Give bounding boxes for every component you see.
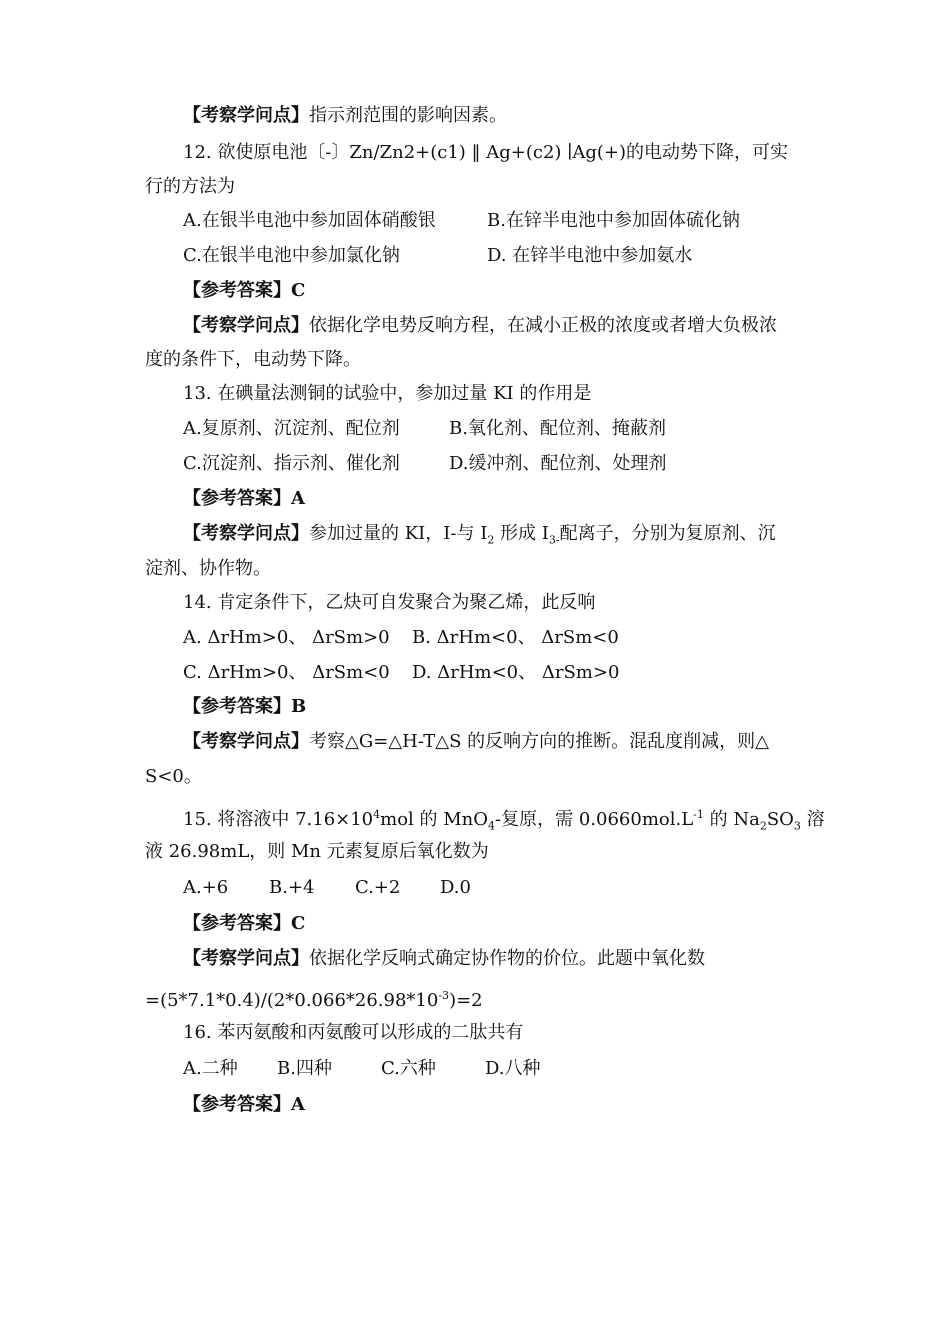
knowledge-12-cont: 度的条件下，电动势下降。: [145, 349, 361, 370]
option-15-c: C.+2: [355, 877, 401, 898]
answer-13: [183, 486, 305, 512]
question-14-text: 14. 肯定条件下，乙炔可自发聚合为聚乙烯，此反响: [183, 592, 596, 613]
superscript: -1: [693, 808, 704, 821]
option-16-d: D.八种: [485, 1058, 541, 1079]
answer-tag: 【参考答案】: [183, 280, 291, 301]
knowledge-15: [183, 946, 705, 972]
option-14-a: A. ΔrHm>0、 ΔrSm>0: [183, 627, 390, 648]
option-13-a: A.复原剂、沉淀剂、配位剂: [183, 418, 400, 439]
answer-value: C: [291, 280, 306, 301]
knowledge-text: 考察△G=△H-T△S 的反响方向的推断。混乱度削减，则△: [309, 731, 770, 752]
option-14-d: D. ΔrHm<0、 ΔrSm>0: [412, 662, 620, 683]
knowledge-13-cont: 淀剂、协作物。: [145, 558, 271, 579]
knowledge-14-cont: S<0。: [145, 766, 202, 787]
option-15-b: B.+4: [269, 877, 315, 898]
knowledge-tag: 【考察学问点】: [183, 523, 309, 544]
option-14-c: C. ΔrHm>0、 ΔrSm<0: [183, 662, 390, 683]
subscript: 2: [759, 819, 767, 833]
subscript: 3: [793, 819, 801, 833]
option-16-b: B.四种: [277, 1058, 332, 1079]
answer-tag: 【参考答案】: [183, 696, 291, 717]
subscript: 4: [488, 819, 496, 833]
option-16-c: C.六种: [381, 1058, 436, 1079]
option-12-d: D. 在锌半电池中参加氨水: [487, 245, 693, 266]
text-run: )=2: [449, 990, 483, 1011]
knowledge-text: 依据化学反响式确定协作物的价位。此题中氧化数: [309, 948, 705, 969]
text-run: 15. 将溶液中 7.16×10: [183, 809, 374, 830]
text-run: 溶: [800, 809, 825, 830]
text-run: mol 的 MnO: [380, 809, 489, 830]
text-run: =(5*7.1*0.4)/(2*0.066*26.98*10: [145, 990, 439, 1011]
knowledge-tag: 【考察学问点】: [183, 105, 309, 126]
answer-tag: 【参考答案】: [183, 488, 291, 509]
option-16-a: A.二种: [183, 1058, 238, 1079]
knowledge-text: 参加过量的 KI，I-与 I: [309, 523, 488, 544]
text-run: SO: [766, 809, 794, 830]
knowledge-tag: 【考察学问点】: [183, 948, 309, 969]
option-13-d: D.缓冲剂、配位剂、处理剂: [449, 453, 667, 474]
option-13-b: B.氧化剂、配位剂、掩蔽剂: [449, 418, 666, 439]
knowledge-tag: 【考察学问点】: [183, 731, 309, 752]
question-12-text-cont: 行的方法为: [145, 176, 235, 197]
option-12-b: B.在锌半电池中参加固体硫化钠: [487, 210, 740, 231]
superscript: 4: [373, 808, 381, 821]
superscript: -3: [438, 989, 450, 1002]
answer-value: A: [291, 1094, 305, 1115]
answer-12: [183, 278, 305, 304]
knowledge-13: [183, 521, 776, 554]
option-12-a: A.在银半电池中参加固体硝酸银: [183, 210, 436, 231]
answer-15: [183, 911, 305, 937]
knowledge-text: 配离子，分别为复原剂、沉: [559, 523, 776, 544]
question-16-text: 16. 苯丙氨酸和丙氨酸可以形成的二肽共有: [183, 1022, 524, 1043]
option-15-a: A.+6: [183, 877, 229, 898]
answer-14: [183, 694, 306, 720]
option-14-b: B. ΔrHm<0、 ΔrSm<0: [412, 627, 619, 648]
question-13-text: 13. 在碘量法测铜的试验中，参加过量 KI 的作用是: [183, 383, 592, 404]
knowledge-tag: 【考察学问点】: [183, 315, 309, 336]
knowledge-text: 形成 I: [494, 523, 549, 544]
question-15-text: [183, 802, 825, 840]
answer-value: C: [291, 913, 306, 934]
knowledge-point-line: [183, 103, 507, 129]
knowledge-15-cont: [145, 983, 483, 1014]
option-13-c: C.沉淀剂、指示剂、催化剂: [183, 453, 400, 474]
answer-value: B: [291, 696, 307, 717]
answer-16: [183, 1092, 305, 1118]
option-15-d: D.0: [440, 877, 471, 898]
knowledge-text: 依据化学电势反响方程，在减小正极的浓度或者增大负极浓: [309, 315, 777, 336]
knowledge-text: 指示剂范围的影响因素。: [309, 105, 507, 126]
question-15-text-cont: 液 26.98mL，则 Mn 元素复原后氧化数为: [145, 841, 489, 862]
text-run: -复原，需 0.0660mol.L: [495, 809, 694, 830]
knowledge-12: [183, 313, 777, 339]
text-run: 的 Na: [703, 809, 760, 830]
option-12-c: C.在银半电池中参加氯化钠: [183, 245, 400, 266]
knowledge-14: [183, 729, 769, 755]
subscript: 2: [487, 533, 495, 547]
answer-tag: 【参考答案】: [183, 1094, 291, 1115]
answer-value: A: [291, 488, 305, 509]
question-12-text: 12. 欲使原电池〔-〕Zn/Zn2+(c1) ‖ Ag+(c2) ∣Ag(+)的电动势下降，可实: [183, 142, 789, 163]
subscript: 3-: [548, 533, 560, 547]
answer-tag: 【参考答案】: [183, 913, 291, 934]
